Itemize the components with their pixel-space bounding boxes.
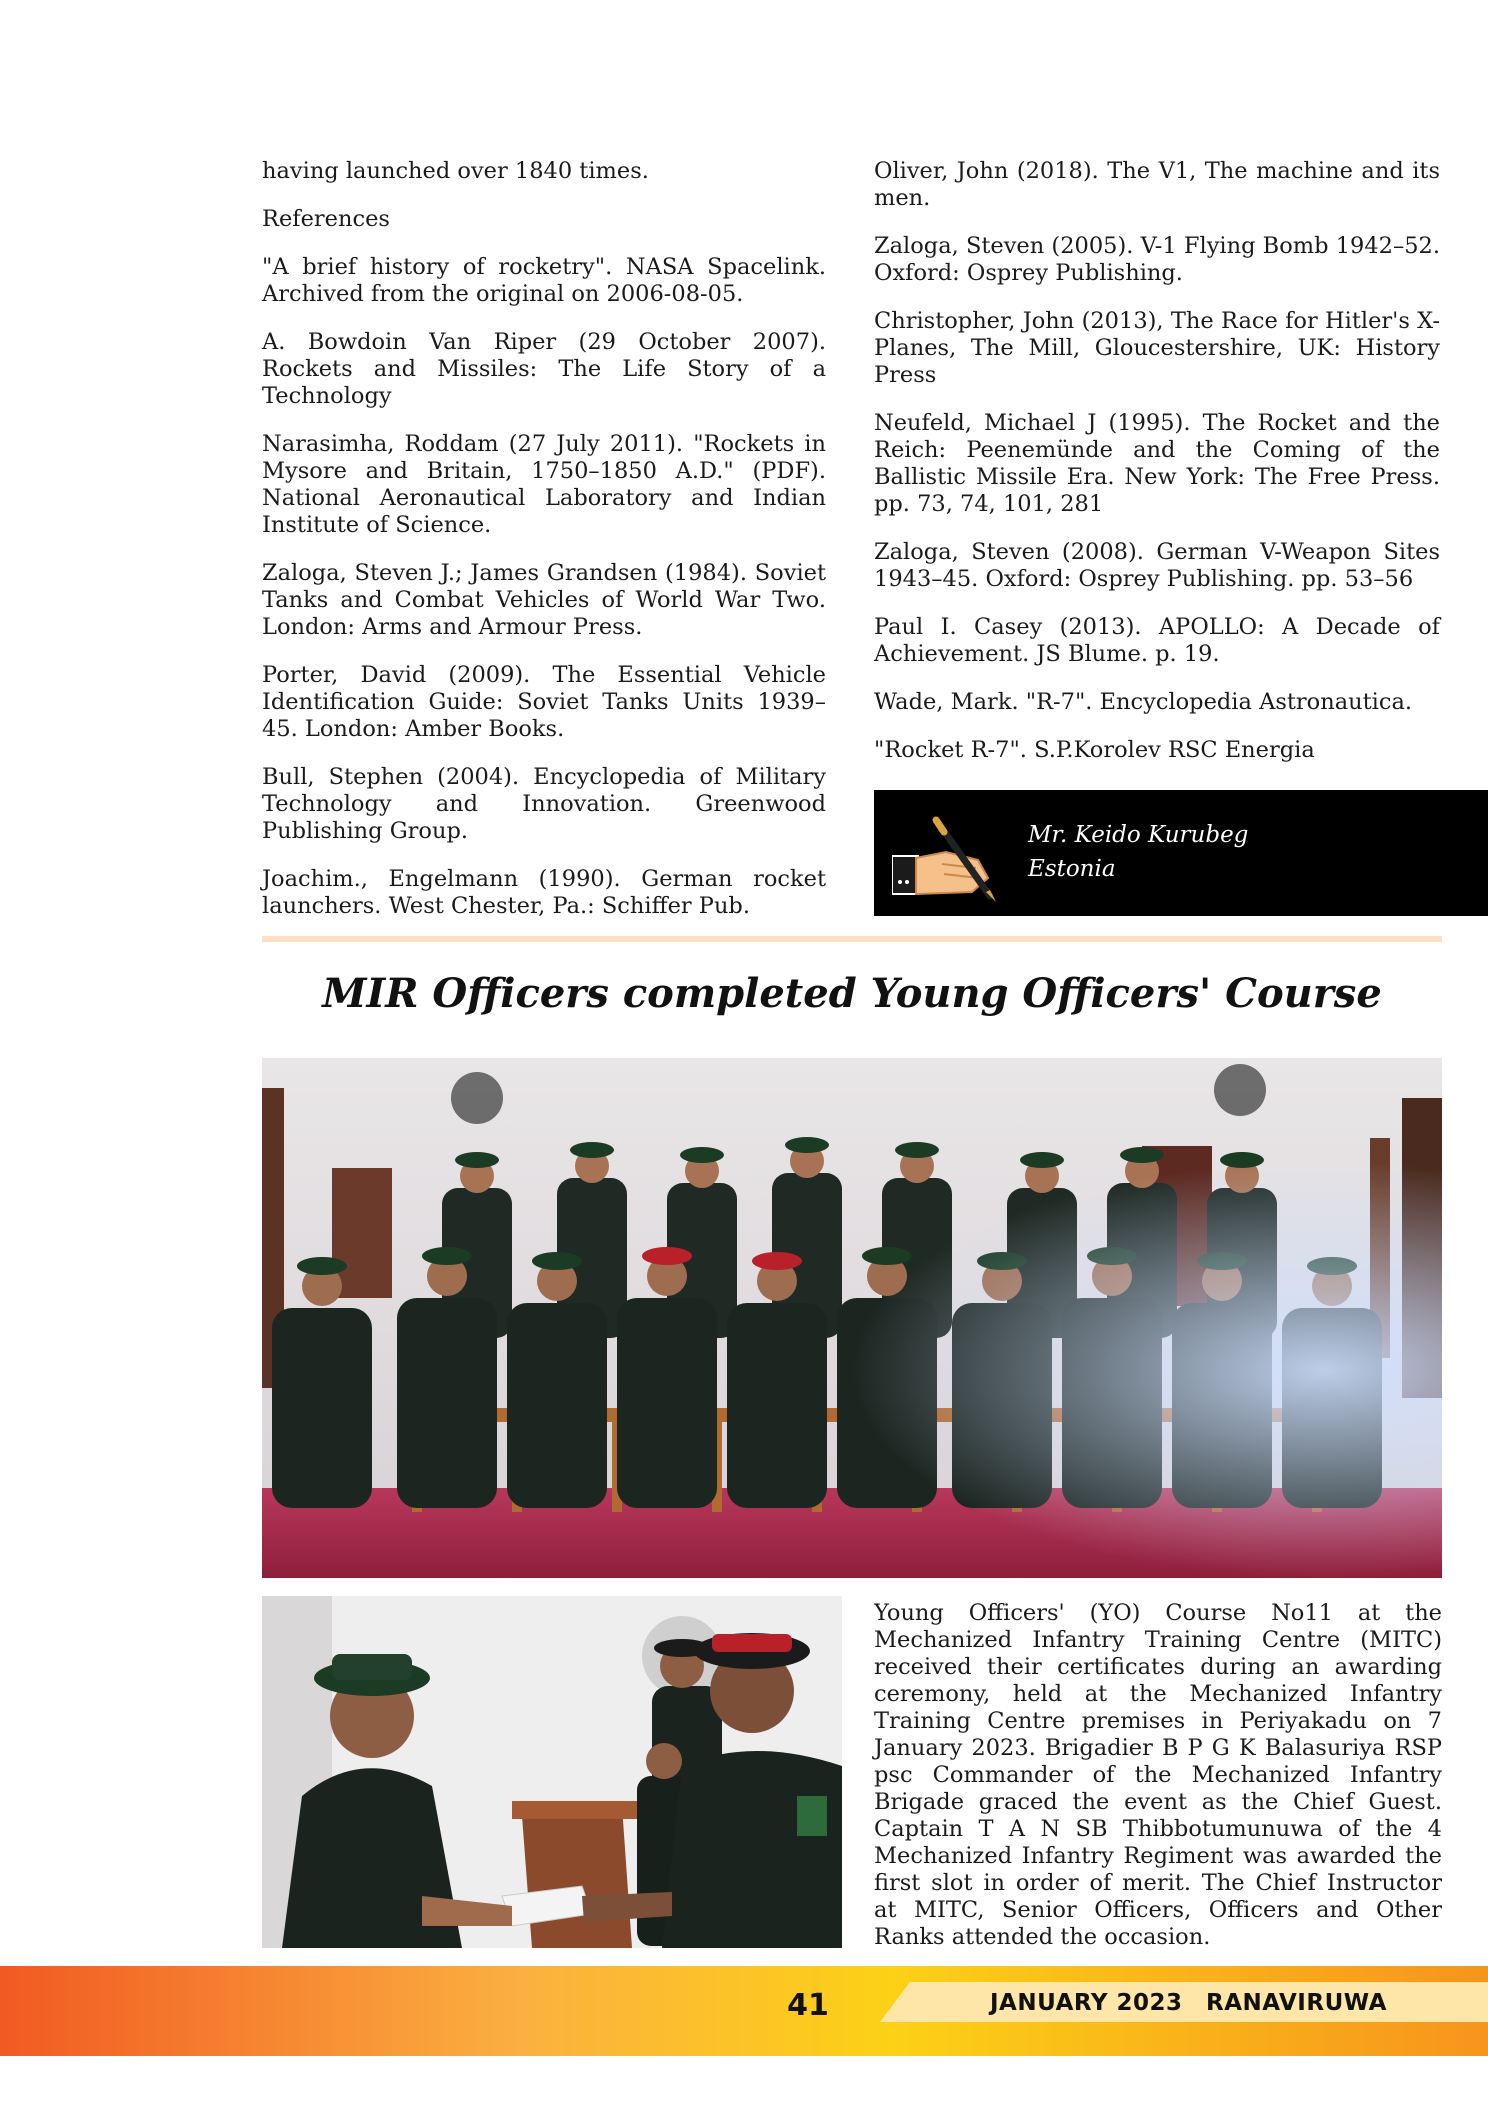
reference-item: Wade, Mark. "R-7". Encyclopedia Astronautica. [874,689,1413,715]
reference-item: Christopher, John (2013), The Race for Hitler's X-Planes, The Mill, Gloucestershire, UK: History Press [874,308,1440,388]
reference-item: Zaloga, Steven (2005). V-1 Flying Bomb 1942–52. Oxford: Osprey Publishing. [874,233,1440,286]
reference-item: Zaloga, Steven J.; James Grandsen (1984). Soviet Tanks and Combat Vehicles of World War Two. London: Arms and Armour Press. [262,560,826,640]
reference-item: "Rocket R-7". S.P.Korolev RSC Energia [874,737,1315,763]
page-number: 41 [787,1988,829,2023]
right-text-column [874,158,1440,785]
reference-item: Bull, Stephen (2004). Encyclopedia of Military Technology and Innovation. Greenwood Publishing Group. [262,764,826,844]
reference-item: Neufeld, Michael J (1995). The Rocket and the Reich: Peenemünde and the Coming of the Ballistic Missile Era. New York: The Free Press. pp. 73, 74, 101, 281 [874,410,1440,517]
paragraph: having launched over 1840 times. [262,158,649,184]
article-caption: Young Officers' (YO) Course No11 at the Mechanized Infantry Training Centre (MITC) received their certificates during an awarding ceremony, held at the Mechanized Infantry Training Centre premises in Periyakadu on 7 January 2023. Brigadier B P G K Balasuriya RSP psc Commander of the Mechanized Infantry Brigade graced the event as the Chief Guest. Captain T A N SB Thibbotumunuwa of the 4 Mechanized Infantry Regiment was awarded the first slot in order of merit. The Chief Instructor at MITC, Senior Officers, Officers and Other Ranks attended the occasion. [874,1600,1442,1950]
reference-item: A. Bowdoin Van Riper (29 October 2007). Rockets and Missiles: The Life Story of a Technology [262,329,826,409]
left-text-column [262,158,826,941]
reference-item: Narasimha, Roddam (27 July 2011). "Rockets in Mysore and Britain, 1750–1850 A.D." (PDF). National Aeronautical Laboratory and Indian Institute of Science. [262,431,826,538]
article-title: MIR Officers completed Young Officers' Course [322,970,1382,1017]
author-box [874,790,1488,916]
footer-band [0,1966,1488,2105]
author-country: Estonia [1028,856,1116,882]
magazine-name: RANAVIRUWA [1206,1990,1387,2016]
author-credit [1028,818,1248,886]
section-divider [262,936,1442,942]
hand-writing-pen-icon [892,812,1004,902]
reference-item: Joachim., Engelmann (1990). German rocket launchers. West Chester, Pa.: Schiffer Pub. [262,866,826,919]
reference-item: Porter, David (2009). The Essential Vehicle Identification Guide: Soviet Tanks Units 1939–45. London: Amber Books. [262,662,826,742]
references-heading: References [262,206,390,232]
reference-item: "A brief history of rocketry". NASA Spacelink. Archived from the original on 2006-08-05. [262,254,826,307]
issue-date: JANUARY 2023 [990,1990,1183,2016]
reference-item: Oliver, John (2018). The V1, The machine and its men. [874,158,1440,211]
reference-item: Zaloga, Steven (2008). German V-Weapon Sites 1943–45. Oxford: Osprey Publishing. pp. 53–56 [874,539,1440,592]
award-photo [262,1596,842,1948]
group-photo [262,1058,1442,1578]
reference-item: Paul I. Casey (2013). APOLLO: A Decade of Achievement. JS Blume. p. 19. [874,614,1440,667]
author-name: Mr. Keido Kurubeg [1028,822,1249,848]
